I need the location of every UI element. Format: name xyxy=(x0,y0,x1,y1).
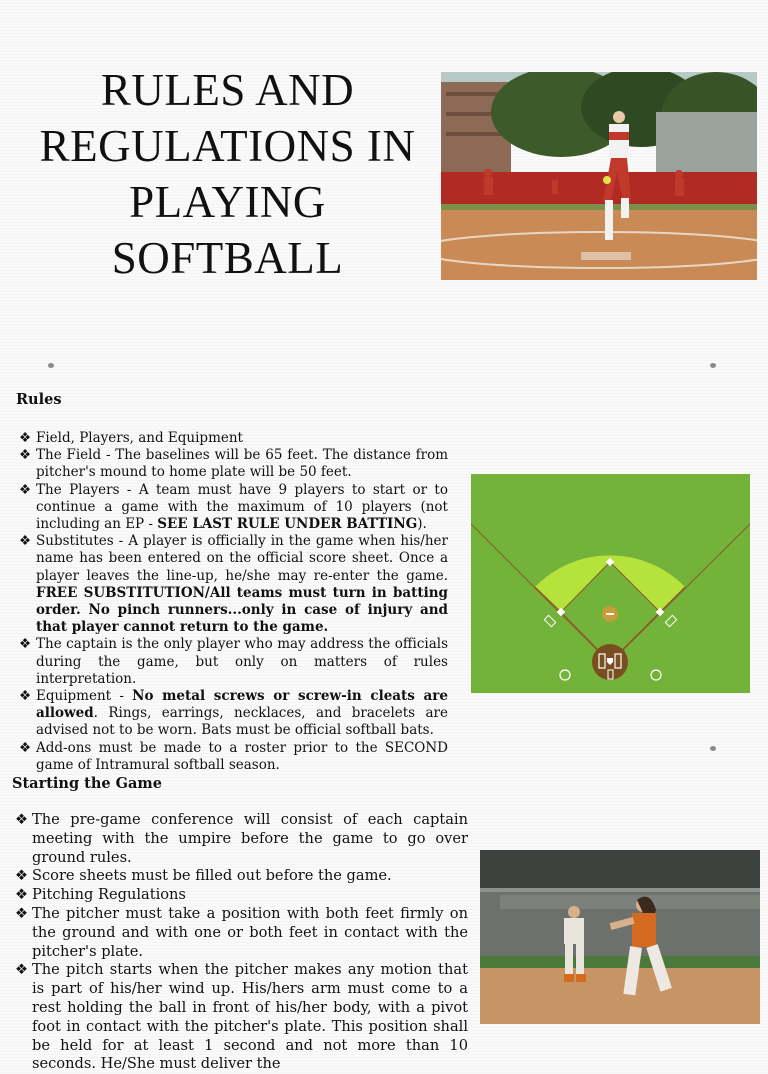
diamond-bullet-icon: ❖ xyxy=(15,811,29,828)
text: Add-ons must be made to a roster prior to the SECOND game of Intramural softball season. xyxy=(36,739,448,773)
diamond-bullet-icon: ❖ xyxy=(19,688,32,705)
text: The pre-game conference will consist of each captain meeting with the umpire before the game to go over ground rules. xyxy=(32,811,468,866)
text: The Field - The baselines will be 65 feet. The distance from pitcher's mound to home plate will be 50 feet. xyxy=(36,447,448,481)
starting-list xyxy=(12,811,468,1074)
pitcher-photo xyxy=(441,72,757,280)
text: The Players - A team must have 9 players to start or to continue a game with the maximum of 10 players (not including an EP - xyxy=(36,481,448,533)
diamond-bullet-icon: ❖ xyxy=(19,739,32,756)
page-title xyxy=(20,62,435,286)
title-line-1: RULES AND xyxy=(100,65,355,115)
text: Field, Players, and Equipment xyxy=(36,430,243,446)
title-line-4: SOFTBALL xyxy=(111,233,344,283)
list-item xyxy=(16,482,448,534)
list-item xyxy=(12,905,468,961)
diamond-bullet-icon: ❖ xyxy=(19,636,32,653)
field-diagram xyxy=(471,474,750,693)
text: The captain is the only player who may address the officials during the game, but only on matters of rules interpretation. xyxy=(36,636,448,687)
diamond-bullet-icon: ❖ xyxy=(19,481,32,498)
diamond-bullet-icon: ❖ xyxy=(15,867,29,885)
text: . Rings, earrings, necklaces, and bracelets are advised not to be worn. Bats must be official softball bats. xyxy=(36,705,448,739)
list-item xyxy=(16,688,448,740)
text: ). xyxy=(417,516,427,533)
diamond-bullet-icon: ❖ xyxy=(19,533,32,550)
text: The pitch starts when the pitcher makes any motion that is part of his/her wind up. His/hers arm must come to a rest holding the ball in front of his/her body, with a pivot foot in contact with the pitcher's plate. This position shall be held for at least 1 second and not more than 10 seconds. He/She must deliver the xyxy=(32,961,468,1073)
starting-heading: Starting the Game xyxy=(12,775,162,792)
bold-text: SEE LAST RULE UNDER BATTING xyxy=(157,516,418,533)
list-item xyxy=(16,740,448,774)
diamond-bullet-icon: ❖ xyxy=(15,961,29,979)
list-item xyxy=(12,811,468,867)
list-item xyxy=(12,961,468,1074)
list-item xyxy=(16,447,448,481)
list-item xyxy=(12,867,468,886)
divider-dot xyxy=(710,746,716,751)
divider-dot xyxy=(710,363,716,368)
text: The pitcher must take a position with both feet firmly on the ground and with one or both feet in contact with the pitcher's plate. xyxy=(32,904,468,960)
bold-text: FREE SUBSTITUTION/All teams must turn in batting order. No pinch runners...only in case of injury and that player cannot return to the game. xyxy=(36,584,448,636)
title-line-2: REGULATIONS IN xyxy=(39,121,416,171)
divider-dot xyxy=(48,363,54,368)
bold-text: No metal screws or screw-in cleats are allowed xyxy=(36,688,448,722)
list-item xyxy=(16,636,448,688)
rules-list xyxy=(16,430,448,774)
list-item xyxy=(16,430,448,447)
fielders-photo xyxy=(480,850,760,1024)
list-item xyxy=(12,886,468,905)
title-line-3: PLAYING xyxy=(129,177,326,227)
text: Score sheets must be filled out before the game. xyxy=(32,867,392,885)
diamond-bullet-icon: ❖ xyxy=(15,904,29,922)
list-item xyxy=(16,533,448,636)
rules-heading: Rules xyxy=(16,391,62,408)
text: Pitching Regulations xyxy=(32,886,186,904)
text: Substitutes - A player is officially in the game when his/her name has been entered on the official score sheet. Once a player leaves the line-up, he/she may re-enter the game. xyxy=(36,533,448,584)
diamond-bullet-icon: ❖ xyxy=(19,447,32,464)
text: Equipment - xyxy=(36,688,133,705)
diamond-bullet-icon: ❖ xyxy=(15,886,29,904)
diamond-bullet-icon: ❖ xyxy=(19,430,32,446)
